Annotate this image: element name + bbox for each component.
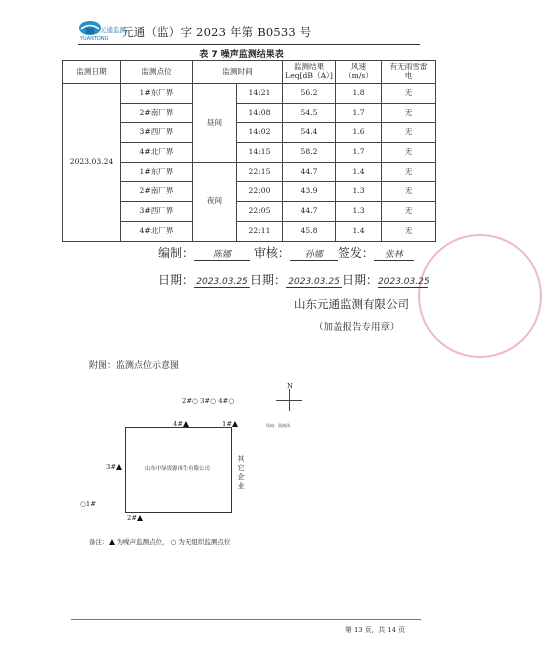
reviewed-label: 审核： — [253, 246, 290, 260]
page-number: 第 13 页，共 14 页 — [345, 626, 405, 634]
date-label-2: 日期： — [250, 273, 287, 287]
wind-direction-note: 风向：西南风 — [266, 423, 290, 428]
cell-leq: 43.9 — [283, 182, 336, 202]
cell-weather: 无 — [382, 143, 436, 163]
reviewed-signature: 孙娜 — [290, 247, 338, 261]
noise-point-3 — [106, 463, 122, 471]
cell-wind: 1.3 — [336, 182, 382, 202]
cell-wind: 1.8 — [336, 84, 382, 104]
appendix-title: 附图：监测点位示意图 — [89, 361, 180, 371]
cell-time: 14:08 — [237, 103, 283, 123]
cell-wind: 1.6 — [336, 123, 382, 143]
col-header-time: 监测时间 — [193, 61, 283, 84]
date-row — [158, 271, 428, 288]
legend-air: ○ 为无组织监测点位 — [170, 538, 231, 546]
cell-wind: 1.4 — [336, 221, 382, 241]
col-header-weather-line2: 电 — [404, 71, 413, 80]
cell-point: 3#西厂界 — [121, 123, 193, 143]
triangle-icon — [109, 539, 115, 545]
noise-point-2 — [127, 514, 143, 522]
legend-noise: 为噪声监测点位， — [116, 538, 169, 546]
date-label-1: 日期： — [158, 273, 195, 287]
col-header-point: 监测点位 — [121, 61, 193, 84]
legend-prefix: 备注： — [89, 538, 109, 546]
cell-point: 1#东厂界 — [121, 162, 193, 182]
company-logo — [78, 20, 126, 42]
cell-wind: 1.4 — [336, 162, 382, 182]
cell-weather: 无 — [382, 182, 436, 202]
cell-point: 4#北厂界 — [121, 221, 193, 241]
col-header-result — [283, 61, 336, 84]
cell-point: 2#南厂界 — [121, 103, 193, 123]
cell-weather: 无 — [382, 202, 436, 222]
cell-weather: 无 — [382, 84, 436, 104]
col-header-result-line1: 监测结果 — [293, 62, 325, 72]
cell-time: 22:00 — [237, 182, 283, 202]
cell-weather: 无 — [382, 162, 436, 182]
col-header-weather-line1: 有无雨雪雷 — [389, 62, 428, 72]
cell-leq: 54.4 — [283, 123, 336, 143]
cell-point: 4#北厂界 — [121, 143, 193, 163]
table-caption: 表 7 噪声监测结果表 — [199, 50, 284, 60]
date-value-3: 2023.03.25 — [378, 277, 430, 287]
cell-time: 14:15 — [237, 143, 283, 163]
noise-point-4-label: 4# — [173, 420, 184, 428]
site-name: 山东中绿资源再生有限公司 — [145, 466, 210, 472]
cell-time: 22:11 — [237, 221, 283, 241]
col-header-wind-line1: 风速 — [350, 62, 367, 72]
cell-period-night: 夜间 — [193, 162, 237, 241]
company-seal — [418, 234, 542, 358]
neighbor-label: 其它企业 — [237, 455, 245, 491]
table-header-row — [63, 61, 436, 84]
svg-text:YUANTONG: YUANTONG — [80, 36, 109, 42]
north-label: N — [287, 382, 293, 390]
diagram-legend — [89, 537, 230, 546]
cell-time: 22:15 — [237, 162, 283, 182]
cell-time: 22:05 — [237, 202, 283, 222]
cell-leq: 58.2 — [283, 143, 336, 163]
col-header-weather — [382, 61, 436, 84]
signed-label: 签发： — [337, 246, 374, 260]
cell-date: 2023.03.24 — [63, 84, 121, 242]
noise-point-1-label: 1# — [222, 420, 233, 428]
date-value-1: 2023.03.25 — [194, 277, 250, 288]
col-header-wind-line2: （m/s） — [344, 71, 373, 80]
compiled-label: 编制： — [158, 246, 195, 260]
cell-leq: 56.2 — [283, 84, 336, 104]
stamp-note: （加盖报告专用章） — [314, 322, 400, 333]
compiled-signature: 陈娜 — [194, 247, 250, 261]
cell-weather: 无 — [382, 103, 436, 123]
cell-leq: 44.7 — [283, 202, 336, 222]
compass-cross — [276, 400, 302, 401]
triangle-icon — [116, 464, 122, 470]
col-header-date: 监测日期 — [63, 61, 121, 84]
cell-weather: 无 — [382, 221, 436, 241]
header-divider — [78, 44, 420, 45]
noise-results-table — [62, 60, 436, 242]
signoff-row — [158, 244, 414, 261]
company-name: 山东元通监测有限公司 — [294, 297, 409, 311]
triangle-icon — [232, 421, 238, 427]
cell-leq: 44.7 — [283, 162, 336, 182]
cell-wind: 1.7 — [336, 143, 382, 163]
cell-period-day: 昼间 — [193, 84, 237, 163]
noise-point-3-label: 3# — [106, 463, 117, 471]
cell-wind: 1.7 — [336, 103, 382, 123]
cell-wind: 1.3 — [336, 202, 382, 222]
cell-point: 1#东厂界 — [121, 84, 193, 104]
cell-leq: 54.5 — [283, 103, 336, 123]
col-header-wind — [336, 61, 382, 84]
cell-leq: 45.8 — [283, 221, 336, 241]
cell-weather: 无 — [382, 123, 436, 143]
triangle-icon — [137, 515, 143, 521]
logo-text: 元通监测 — [100, 26, 126, 34]
col-header-result-line2: Leq[dB（A）] — [285, 71, 333, 80]
footer-divider — [71, 619, 421, 620]
cell-time: 14:02 — [237, 123, 283, 143]
date-value-2: 2023.03.25 — [286, 277, 342, 288]
cell-point: 2#南厂界 — [121, 182, 193, 202]
date-label-3: 日期： — [342, 273, 379, 287]
air-points-top: 2#○ 3#○ 4#○ — [182, 397, 235, 405]
cell-point: 3#西厂界 — [121, 202, 193, 222]
table-row — [63, 84, 436, 104]
cell-time: 14:21 — [237, 84, 283, 104]
noise-point-2-label: 2# — [127, 514, 138, 522]
document-code: 元通（监）字 2023 年第 B0533 号 — [122, 25, 312, 39]
signed-signature: 张林 — [374, 247, 414, 261]
air-point-1: ○1# — [80, 500, 96, 508]
